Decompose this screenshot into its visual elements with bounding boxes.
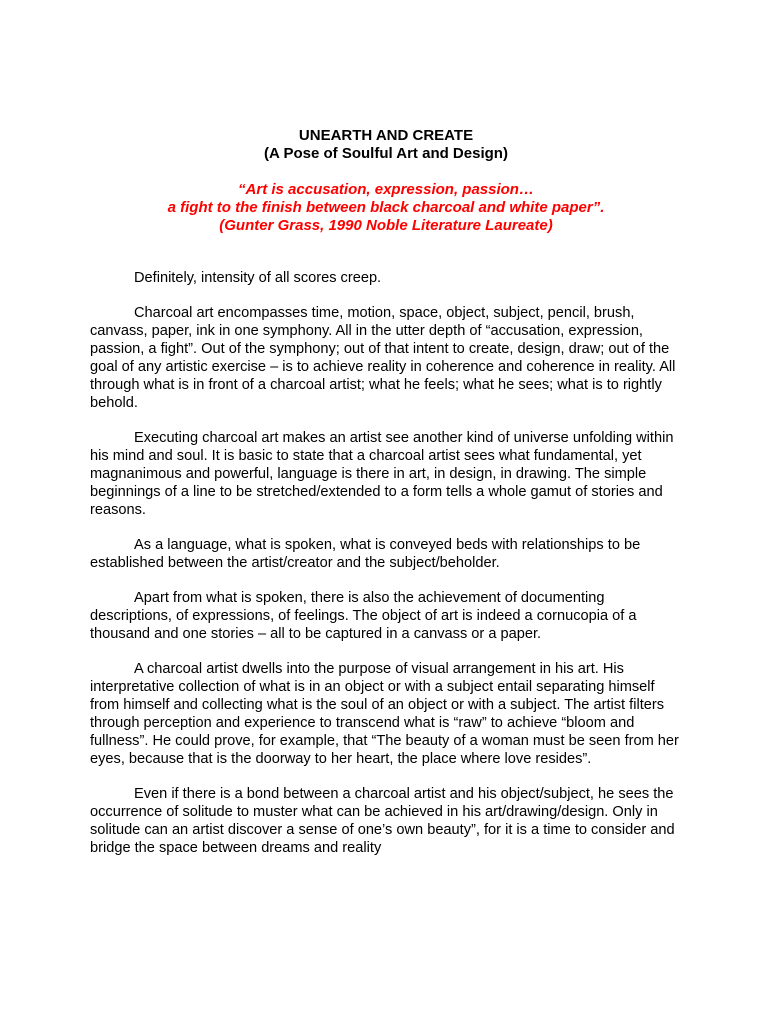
quote-line-1: “Art is accusation, expression, passion… <box>238 181 534 198</box>
paragraph: Even if there is a bond between a charcoal artist and his object/subject, he sees the occurrence of solitude to muster what can be achieved in his art/drawing/design. Only in solitude can an artist discover a sense of one’s own beauty”, for it is a time to consider and bridge the space between dreams and reality <box>90 786 675 856</box>
quote-attribution: (Gunter Grass, 1990 Noble Literature Laureate) <box>219 217 553 234</box>
document-subtitle: (A Pose of Soulful Art and Design) <box>264 145 508 162</box>
paragraph: Charcoal art encompasses time, motion, space, object, subject, pencil, brush, canvass, paper, ink in one symphony. All in the utter depth of “accusation, expression, passion, a fight”. Out of the symphony; out of that intent to create, design, draw; out of the goal of any artistic exercise – is to achieve reality in coherence and coherence in reality. All through what is in front of a charcoal artist; what he feels; what he sees; what is to rightly behold. <box>90 305 676 411</box>
document-body <box>90 269 682 857</box>
title-block <box>90 127 682 163</box>
document-title: UNEARTH AND CREATE <box>298 127 474 144</box>
paragraph: As a language, what is spoken, what is conveyed beds with relationships to be established between the artist/creator and the subject/beholder. <box>90 537 641 571</box>
epigraph-quote <box>90 181 682 235</box>
paragraph: A charcoal artist dwells into the purpose of visual arrangement in his art. His interpretative collection of what is in an object or with a subject entail separating himself from himself and collecting what is the soul of an object or with a subject. The artist filters through perception and experience to transcend what is “raw” to achieve “bloom and fullness”. He could prove, for example, that “The beauty of a woman must be seen from her eyes, because that is the doorway to her heart, the place where love resides”. <box>90 661 679 767</box>
quote-line-2: a fight to the finish between black charcoal and white paper”. <box>167 199 605 216</box>
paragraph: Apart from what is spoken, there is also the achievement of documenting descriptions, of expressions, of feelings. The object of art is indeed a cornucopia of a thousand and one stories – all to be captured in a canvass or a paper. <box>90 590 637 642</box>
paragraph: Definitely, intensity of all scores creep. <box>134 270 382 286</box>
paragraph: Executing charcoal art makes an artist see another kind of universe unfolding within his mind and soul. It is basic to state that a charcoal artist sees what fundamental, yet magnanimous and powerful, language is there in art, in design, in drawing. The simple beginnings of a line to be stretched/extended to a form tells a whole gamut of stories and reasons. <box>90 430 674 518</box>
